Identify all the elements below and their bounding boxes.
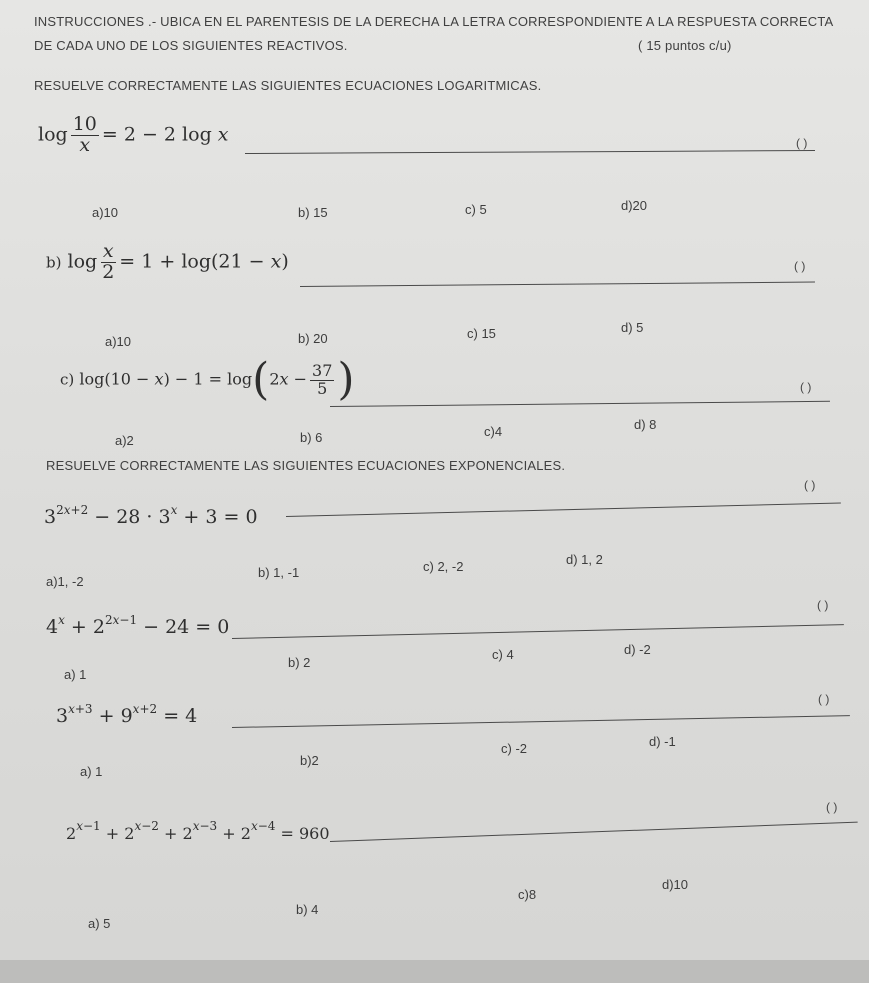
q7-option-a: a) 5: [88, 916, 111, 931]
q4-option-a: a)1, -2: [46, 574, 84, 589]
q1-option-a: a)10: [92, 205, 119, 220]
q3-option-b: b) 6: [300, 430, 323, 445]
q1-option-b: b) 15: [298, 205, 328, 220]
answer-paren-7[interactable]: ( ): [826, 800, 838, 814]
q5-option-b: b) 2: [288, 655, 311, 670]
equation-6: $3^{x+3} + 9^{x+2} = 4$: [56, 702, 198, 727]
section-log-title: RESUELVE CORRECTAMENTE LAS SIGUIENTES ECUACIONES LOGARITMICAS.: [34, 78, 542, 93]
equation-1: log $\frac{10}{x}$ = 2 − 2 log x: [38, 113, 229, 156]
q4-option-b: b) 1, -1: [258, 565, 300, 580]
q7-option-b: b) 4: [296, 902, 319, 917]
q6-option-a: a) 1: [80, 764, 103, 779]
answer-paren-6[interactable]: ( ): [818, 692, 830, 706]
q3-option-d: d) 8: [634, 417, 657, 432]
equation-4: $3^{2x+2} - 28 \cdot 3^x + 3 = 0$: [44, 503, 258, 528]
answer-paren-3[interactable]: ( ): [800, 380, 812, 394]
section-exp-title: RESUELVE CORRECTAMENTE LAS SIGUIENTES ECUACIONES EXPONENCIALES.: [46, 458, 566, 473]
answer-paren-4[interactable]: ( ): [804, 478, 816, 492]
q3-option-a: a)2: [115, 433, 134, 448]
points-label: ( 15 puntos c/u): [638, 38, 732, 53]
q2-option-d: d) 5: [621, 320, 644, 335]
equation-3: c) log(10 − x) − 1 = log(2x − $\frac{37}{5}$ ): [60, 354, 355, 405]
q1-option-d: d)20: [621, 198, 648, 213]
q2-option-c: c) 15: [467, 326, 496, 341]
q5-option-a: a) 1: [64, 667, 87, 682]
page-bottom-edge: [0, 960, 869, 983]
q5-option-c: c) 4: [492, 647, 514, 662]
equation-2: b) log $\frac{x}{2}$ = 1 + log(21 − x): [46, 240, 289, 283]
q2-option-a: a)10: [105, 334, 132, 349]
answer-line-5: [232, 624, 844, 639]
answer-line-2: [300, 282, 815, 287]
q7-option-d: d)10: [662, 877, 689, 892]
answer-paren-1[interactable]: ( ): [796, 136, 808, 150]
q5-option-d: d) -2: [624, 642, 651, 657]
equation-7: $2^{x-1} + 2^{x-2} + 2^{x-3} + 2^{x-4} = 960$: [66, 819, 330, 843]
q6-option-b: b)2: [300, 753, 319, 768]
q6-option-d: d) -1: [649, 734, 676, 749]
answer-line-3: [330, 401, 830, 407]
q3-option-c: c)4: [484, 424, 503, 439]
answer-line-4: [286, 502, 841, 517]
answer-paren-5[interactable]: ( ): [817, 598, 829, 612]
q4-option-c: c) 2, -2: [423, 559, 464, 574]
instructions-line-2: DE CADA UNO DE LOS SIGUIENTES REACTIVOS.: [34, 38, 348, 53]
equation-5: $4^x + 2^{2x-1} - 24 = 0$: [46, 613, 230, 638]
answer-paren-2[interactable]: ( ): [794, 259, 806, 273]
answer-line-7: [330, 822, 858, 842]
q1-option-c: c) 5: [465, 202, 487, 217]
answer-line-1: [245, 150, 815, 154]
q2-option-b: b) 20: [298, 331, 328, 346]
q7-option-c: c)8: [518, 887, 537, 902]
q6-option-c: c) -2: [501, 741, 527, 756]
q4-option-d: d) 1, 2: [566, 552, 603, 567]
answer-line-6: [232, 715, 850, 728]
instructions-line-1: INSTRUCCIONES .- UBICA EN EL PARENTESIS DE LA DERECHA LA LETRA CORRESPONDIENTE A LA RESPUESTA CORRECTA: [34, 14, 834, 29]
